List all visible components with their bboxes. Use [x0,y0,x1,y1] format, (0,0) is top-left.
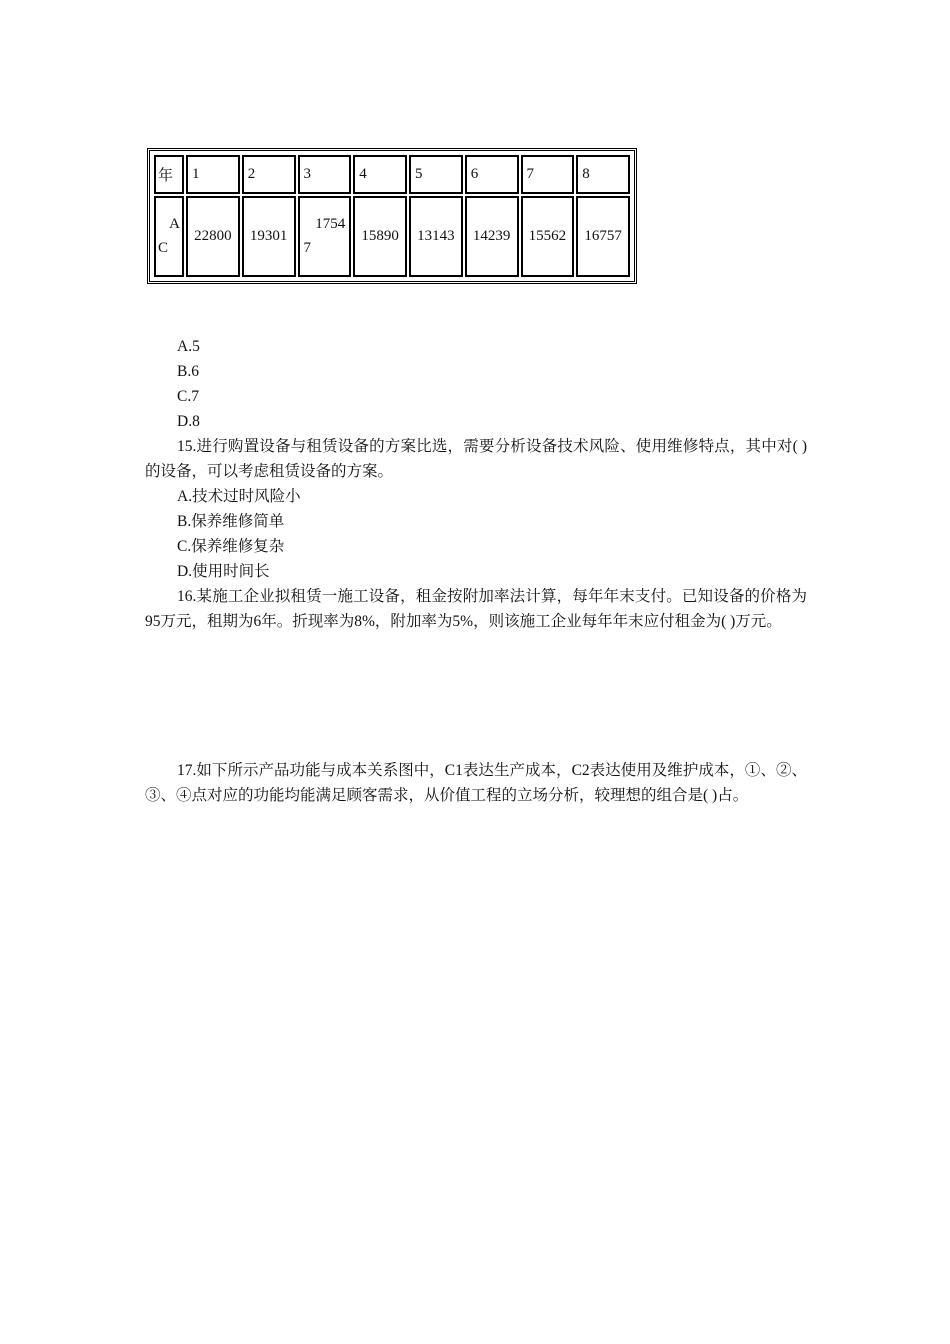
option-d: D.8 [177,413,200,430]
option-a: A.5 [177,338,200,355]
table-cell: 15890 [353,196,407,277]
table-header-cell: 8 [576,155,630,194]
table-cell: 22800 [186,196,240,277]
table-header-cell: 5 [409,155,463,194]
option-c: C.7 [177,388,199,405]
cell-line1: 1754 [315,216,346,233]
table-header-cell: 1 [186,155,240,194]
table-cell-wrapped [298,196,352,277]
table-cell: 14239 [465,196,519,277]
q15-option-c: C.保养维修复杂 [177,538,285,555]
table-header-row [154,155,630,194]
table-header-cell: 2 [242,155,296,194]
table-cell: 16757 [576,196,630,277]
table-cell: 13143 [409,196,463,277]
table-header-cell: 3 [298,155,352,194]
table-header-cell: 4 [353,155,407,194]
table-header-cell: 6 [465,155,519,194]
table-cell: 19301 [242,196,296,277]
ac-table [147,148,637,284]
table-header-cell: 年 [154,155,184,194]
option-b: B.6 [177,363,199,380]
table-row [154,196,630,277]
question-15: 15.进行购置设备与租赁设备的方案比选，需要分析设备技术风险、使用维修特点，其中对( )的设备，可以考虑租赁设备的方案。 [145,438,807,480]
q15-option-b: B.保养维修简单 [177,513,285,530]
question-17-block [145,758,807,808]
question-17: 17.如下所示产品功能与成本关系图中，C1表达生产成本，C2表达使用及维护成本，①、②、③、④点对应的功能均能满足顾客需求，从价值工程的立场分析，较理想的组合是( )占。 [145,762,807,804]
table-cell: 15562 [521,196,575,277]
question-block [145,334,807,634]
cell-line2: 7 [303,240,311,257]
q15-option-d: D.使用时间长 [177,563,270,580]
question-16: 16.某施工企业拟租赁一施工设备，租金按附加率法计算，每年年末支付。已知设备的价格为95万元，租期为6年。折现率为8%，附加率为5%，则该施工企业每年年末应付租金为( )万元。 [145,588,807,630]
row-label-ac [154,196,184,277]
row-label-line1: A [169,216,180,233]
q15-option-a: A.技术过时风险小 [177,488,301,505]
row-label-line2: C [158,240,169,257]
table-header-cell: 7 [521,155,575,194]
